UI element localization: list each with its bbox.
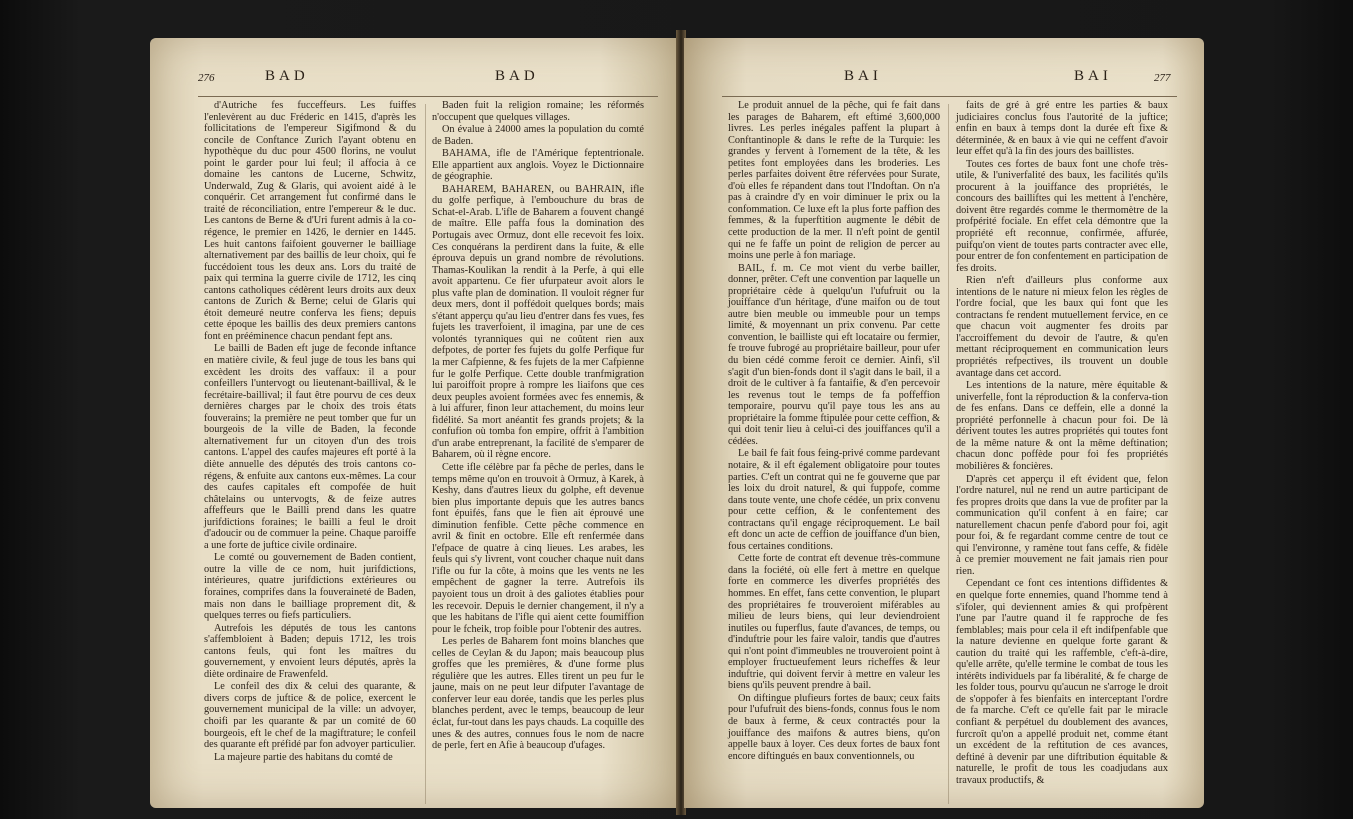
paragraph: Les intentions de la nature, mère équitable & univerfelle, font la réproduction & la conferva-tion de fes enfans. Dans ce deffein, elle a donné la propriété perfonnelle à chacun pour foi. De là dérivent toutes les autres propriétés qui toutes font de la même nature & ont la même deftination; chacun donc poffède pour foi fes propriétés mobilières & foncières.	[956, 380, 1168, 472]
text-column	[204, 100, 416, 763]
paragraph: Autrefois les députés de tous les cantons s'affembloient à Baden; depuis 1712, les trois cantons feuls, qui font les maîtres du gouvernement, y envoient leurs députés, après la diète ordinaire de Frawenfeld.	[204, 622, 416, 680]
paragraph: Cette forte de contrat eft devenue très-commune dans la fociété, où elle fert à mettre en quelque forte en commerce les diverfes propriétés des hommes. En effet, fans cette convention, le plupart des propriétaires fe trouveroient miférables au milieu de leurs biens, qui leur deviendroient inutiles ou fuperflus, faute d'avances, de temps, ou d'induftrie pour les faire valoir, tandis que d'autres qui n'ont point d'immeubles ne trouveroient point à employer fructueufement leurs richeffes & leur induftrie, qui doivent fervir à mettre en valeur les biens qu'ils peuvent prendre à bail.	[728, 553, 940, 692]
header-rule	[198, 96, 658, 97]
paragraph: D'après cet apperçu il eft évident que, felon l'ordre naturel, nul ne rend un autre participant de fes propres droits que dans la vue de profiter par la communication qu'il confent à en faire; car naturellement chacun penfe d'abord pour foi, agit pour foi, & fe regardant comme centre de tout ce qui l'environne, y ramène tout fans ceffe, & fidèle à ce premier mouvement ne fait jamais rien pour rien.	[956, 473, 1168, 577]
text-column	[432, 100, 644, 752]
paragraph: Le confeil des dix & celui des quarante, & divers corps de juftice & de police, exercent le gouvernement municipal de la ville: un advoyer, choifi par les quarante & par un comité de 60 bourgeois, eft le chef de la magiftrature; le confeil des quarante eft préfidé par fon advoyer particulier.	[204, 681, 416, 751]
paragraph: Le comté ou gouvernement de Baden contient, outre la ville de ce nom, huit jurifdictions, intérieures, quatre jurifdictions extérieures ou foraines, comprifes dans la fouveraineté de Baden, mais non dans le bailliage proprement dit, & quelques terres ou fiefs particuliers.	[204, 552, 416, 622]
paragraph: Le bailli de Baden eft juge de feconde inftance en matière civile, & feul juge de tous les bans qui excèdent les droits des vaffaux: il a pour confeillers l'untervogt ou lieutenant-baillival, & le fecrétaire-baillival; il faut être pourvu de ces deux dernières charges par le choix des trois états fouverains; la première ne peut tomber que fur un bourgeois de la ville de Baden, la feconde alternativement fur un citoyen d'un des trois cantons. L'appel des caufes majeures eft porté à la diète annuelle des députés des trois cantons co-régens, & enfuite aux cantons eux-mêmes. La cour des caufes capitales eft compofée de huit châtelains ou untervogts, & de feize autres affeffeurs que le Bailli prend dans les quatre jurifdictions foraines; le bailli a feul le droit d'adoucir ou de commuer la peine. Chaque paroiffe a une forte de juftice civile ordinaire.	[204, 343, 416, 551]
paragraph: Le produit annuel de la pêche, qui fe fait dans les parages de Baharem, eft eftimé 3,600,000 livres. Les perles inégales paffent la plupart à Conftantinople & dans le refte de la Turquie: les grandes y fervent à l'ornement de la tête, & les petites font employées dans les broderies. Les perles parfaites doivent être réfervées pour Surate, d'où elles fe répandent dans tout l'Indoftan. On n'a pas à craindre d'y en voir diminuer le prix ou la confommation. Ce luxe eft la plus forte paffion des femmes, & la fuperftition augmente le débit de cette production de la mer. Il n'eft point de gentil qui ne fe faffe un point de religion de percer au moins une perle à fon mariage.	[728, 100, 940, 262]
page-number: 276	[198, 72, 215, 84]
column-divider	[425, 104, 426, 804]
paragraph: On évalue à 24000 ames la population du comté de Baden.	[432, 124, 644, 147]
paragraph: Cependant ce font ces intentions diffidentes & en quelque forte ennemies, quand l'homme tend à s'ifoler, qui deviennent amies & qui profpèrent l'une par l'autre quand il fe rapproche de fes femblables; mais pour cela il eft indifpenfable que la nature devienne en quelque forte garant & caution du traité qui les raffemble, c'eft-à-dire, qu'elle arrête, qu'elle termine le combat de tous les intérêts individuels par fa libéralité, & fe charge de les folder tous, pourvu qu'aucun ne s'arroge le droit de s'oppofer à fes bienfaits en interceptant l'ordre de fa marche. C'eft ce qu'elle fait par le miracle confiant & perpétuel du doublement des avances, furcroît qu'on a appellé produit net, comme étant un excédent de la reftitution de ces avances, deftiné à devenir par une diftribution équitable & naturelle, le profit de tous les coadjudans aux travaux productifs, &	[956, 578, 1168, 786]
paragraph: Le bail fe fait fous feing-privé comme pardevant notaire, & il eft également obligatoire pour toutes parties. C'eft un contrat qui ne fe gouverne que par les loix du droit naturel, & qui fuppofe, comme dans toute vente, une chofe cédée, un prix convenu pour cette ceffion, & le confentement des contractans qu'il engage réciproquement. Le bail eft donc un acte de ceffion de jouiffance d'un bien, fous certaines conditions.	[728, 448, 940, 552]
paragraph: Cette ifle célèbre par fa pêche de perles, dans le temps même qu'on en trouvoit à Ormuz, à Karek, à Keshy, dans d'autres lieux du golphe, eft devenue bien plus importante depuis que les autres bancs font épuifés, fans que le fien ait éprouvé une diminution fenfible. Cette pêche commence en avril & finit en octobre. Elle eft renfermée dans l'efpace de quatre à cinq lieues. Les arabes, les feuls qui s'y livrent, vont coucher chaque nuit dans l'ifle ou fur la côte, à moins que les vents ne les empêchent de gagner la terre. Autrefois ils payoient tous un droit à des galiotes établies pour les recevoir. Depuis le dernier changement, il n'y a que les habitans de l'ifle qui aient cette foumiffion pour le fcheik, trop foible pour l'obtenir des autres.	[432, 461, 644, 635]
text-column	[728, 100, 940, 762]
paragraph: d'Autriche fes fucceffeurs. Les fuiffes l'enlevèrent au duc Fréderic en 1415, d'après les follicitations de l'empereur Sigifmond & du concile de Conftance Zurich l'ayant obtenu en hypothèque du duc pour 4500 florins, ne voulut point le garder pour lui feul; il affocia à ce domaine les cantons de Lucerne, Schwitz, Underwald, Zug & Glaris, qui avoient aidé à le conquérir. Cet arrangement fut confirmé dans le traité de réconciliation, entre l'empereur & le duc. Les cantons de Berne & d'Uri furent admis à la co-régence, le premier en 1426, le dernier en 1445. Les huit cantons faifoient gouverner le bailliage alternativement par des baillis de leur choix, qui fe fuccédoient tous les deux ans. Lors du traité de paix qui termina la guerre civile de 1712, les cinq cantons catholiques cédèrent leurs droits aux deux cantons de Zurich & Berne; celui de Glaris qui étoit demeuré neutre conferva les fiens; depuis cette époque les baillis des deux premiers cantons font en prééminence chacun pendant fept ans.	[204, 100, 416, 342]
running-head: BAD	[495, 68, 539, 84]
paragraph: Les perles de Baharem font moins blanches que celles de Ceylan & du Japon; mais beaucoup plus groffes que les premières, & d'une forme plus régulière que les autres. Elles tirent un peu fur le jaune, mais on ne peut leur difputer l'avantage de conferver leur eau dorée, tandis que les perles plus blanches perdent, avec le temps, beaucoup de leur éclat, fur-tout dans les pays chauds. La coquille des unes & des autres, connues fous le nom de nacre de perle, fert en Afie à beaucoup d'ufages.	[432, 636, 644, 752]
running-head: BAD	[265, 68, 309, 84]
paragraph: Baden fuit la religion romaine; les réformés n'occupent que quelques villages.	[432, 100, 644, 123]
column-divider	[948, 104, 949, 804]
paragraph: Rien n'eft d'ailleurs plus conforme aux intentions de le nature ni mieux felon les règles de l'ordre focial, que les baux qui font que les contractans fe rendent mutuellement fervice, en ce que chacun voit augmenter fes droits par l'accroiffement du devoir de l'autre, & qu'en mettant réciproquement en communication leurs propriétés refpectives, ils trouvent un double avantage dans cet accord.	[956, 275, 1168, 379]
running-head: BAI	[844, 68, 882, 84]
paragraph: Toutes ces fortes de baux font une chofe très-utile, & l'univerfalité des baux, les facilités qu'ils procurent à la jouiffance des propriétés, le concours des bailliftes qui les mettent à l'enchère, doivent être regardés comme le thermomètre de la profpérité fociale. En effet cela démontre que la propriété eft reconnue, confirmée, affurée, puifqu'on vient de toutes parts contracter avec elle, pour entrer de fon confentement en participation de fes droits.	[956, 158, 1168, 274]
paragraph: BAHAREM, BAHAREN, ou BAHRAIN, ifle du golfe perfique, à l'embouchure du bras de Schat-el-Arab. L'ifle de Baharem a fouvent changé de maître. Elle paffa fous la domination des Portugais avec Ormuz, dont elle recevoit fes loix. Ces conquérans la perdirent dans la fuite, & elle éprouva depuis un grand nombre de révolutions. Thamas-Koulikan la rendit à la Perfe, à qui elle avoit appartenu. Ce fier ufurpateur avoit alors le plus vafte plan de domination. Il vouloit régner fur deux mers, dont il poffédoit quelques bords; mais s'étant apperçu qu'au lieu d'entrer dans fes vues, fes fujets les traverfoient, il imagina, par une de ces volontés tyranniques qui ne coûtent rien aux defpotes, de porter fes fujets du golfe Perfique fur la mer Cafpienne, & fes fujets de la mer Cafpienne fur le golfe Perfique. Cette double tranfmigration lui paroiffoit propre à rompre les liaifons que ces deux peuples avoient formées avec fes ennemis, & à lui affurer, finon leur attachement, du moins leur fidélité. Sa mort anéantit fes grands projets; & la confufion où tomba fon empire, offrit à l'ambition d'un arabe entreprenant, la facilité de s'emparer de Baharem, où il règne encore.	[432, 183, 644, 461]
paragraph: La majeure partie des habitans du comté de	[214, 751, 393, 763]
paragraph: faits de gré à gré entre les parties & baux judiciaires conclus fous l'autorité de la juftice; enfin en baux à temps dont la durée eft fixe & déterminée, & en baux à vie qui ne ceffent d'avoir leur effet qu'à la fin des jours des baillistes.	[956, 100, 1168, 158]
paragraph: BAIL, f. m. Ce mot vient du verbe bailler, donner, prêter. C'eft une convention par laquelle un propriétaire cède à quelqu'un l'ufufruit ou la jouiffance d'un héritage, d'une maifon ou de tout autre bien meuble ou immeuble pour un temps limité, & moyennant un prix convenu. Par cette convention, le bailliste qui eft locataire ou fermier, fe trouve fubrogé au propriétaire bailleur, pour ufer du bien cédé comme feroit ce dernier. Ainfi, s'il s'agit d'un bien-fonds dont il s'agit dans le bail, il a droit de le cultiver à fa fantaifie, & d'en percevoir les revenus tout le temps de fa poffeffion temporaire, pourvu qu'il paye tous les ans au propriétaire la fomme ftipulée pour cette ceffion, & qui doit tenir lieu à celui-ci des jouiffances qu'il a cédées.	[728, 262, 940, 447]
paragraph: BAHAMA, ifle de l'Amérique feptentrionale. Elle appartient aux anglois. Voyez le Dictionnaire de géographie.	[432, 148, 644, 183]
text-column	[956, 100, 1168, 786]
right-page	[684, 38, 1204, 808]
paragraph: On diftingue plufieurs fortes de baux; ceux faits pour l'ufufruit des biens-fonds, connus fous le nom de baux à ferme, & ceux contractés pour la jouiffance des maifons & autres biens, qu'on appelle baux à loyer. Ces deux fortes de baux font encore diftingués en baux conventionnels, ou	[728, 692, 940, 762]
header-rule	[722, 96, 1177, 97]
page-number: 277	[1154, 72, 1171, 84]
left-page	[150, 38, 680, 808]
running-head: BAI	[1074, 68, 1112, 84]
